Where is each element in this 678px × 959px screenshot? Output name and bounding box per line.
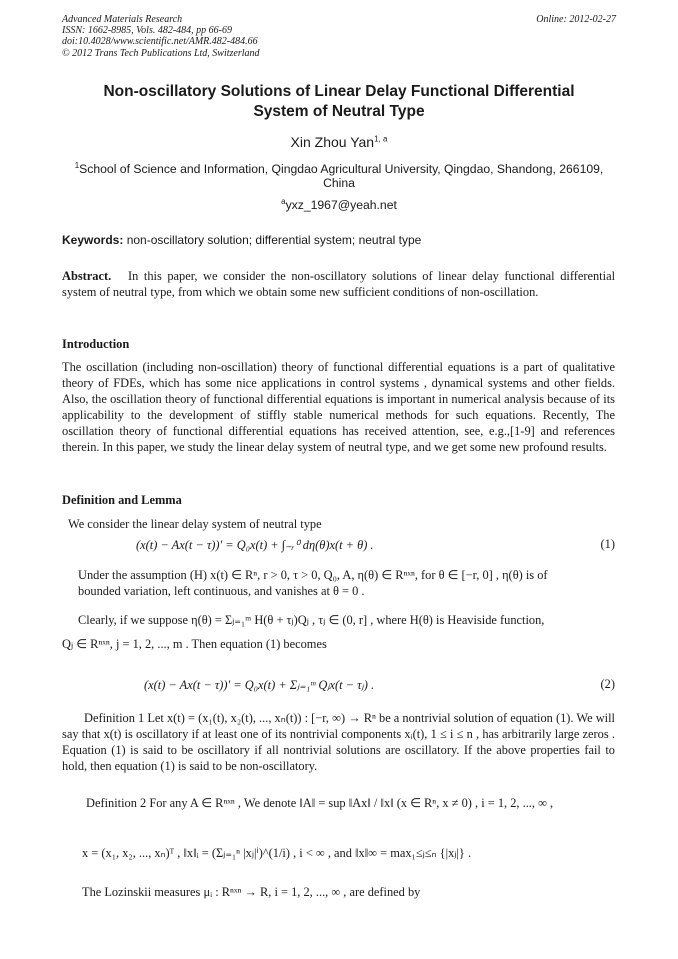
journal-name: Advanced Materials Research [62, 14, 183, 25]
abstract-text: In this paper, we consider the non-oscillatory solutions of linear delay functional differential system of neutral type, from which we obtain some new sufficient conditions of non-oscillation. [62, 269, 616, 299]
introduction-heading: Introduction [62, 337, 130, 351]
paper-title [40, 82, 638, 122]
equation-2-number: (2) [600, 677, 615, 691]
doi: doi:10.4028/www.scientific.net/AMR.482-484.66 [62, 36, 258, 48]
equation-2-body: (x(t) − Ax(t − τ))' = Q₀x(t) + Σⱼ₌₁ᵐ Qⱼx(t − τⱼ) . [144, 678, 375, 692]
assumption-line-1: Under the assumption (H) x(t) ∈ Rⁿ, r > 0, τ > 0, Q₀, A, η(θ) ∈ Rⁿˣⁿ, for θ ∈ [−r, 0] , η(θ) is of [78, 568, 548, 582]
affiliation-superscript: 1 [74, 160, 80, 170]
author-name: Xin Zhou Yan [290, 134, 375, 150]
title-line-2: System of Neutral Type [253, 103, 425, 120]
abstract [62, 268, 615, 300]
definition-1: Definition 1 Let x(t) = (x₁(t), x₂(t), ..., xₙ(t)) : [−r, ∞) → Rⁿ be a nontrivial solution of equation (1). We will say that x(t) is oscillatory if at least one of its nontrivial components xᵢ(t), 1 ≤ i ≤ n , has arbitrarily large zeros . Equation (1) is said to be oscillatory if all nontrivial solutions are oscillatory. If the above properties fail to hold, then equation (1) is said to be non-oscillatory. [62, 711, 615, 773]
lozinskii-text: The Lozinskii measures μᵢ : Rⁿˣⁿ → R, i = 1, 2, ..., ∞ , are defined by [82, 885, 421, 899]
issn: ISSN: 1662-8985, Vols. 482-484, pp 66-69 [62, 25, 232, 37]
assumption-line-2: bounded variation, left continuous, and vanishes at θ = 0 . [78, 584, 365, 598]
title-line-1: Non-oscillatory Solutions of Linear Delay Functional Differential [103, 83, 575, 100]
introduction-text: The oscillation (including non-oscillation) theory of functional differential equations is a part of qualitative theory of FDEs, which has some nice applications in control systems , dynamical systems and other fields. Also, the oscillation theory of functional differential equations is important in numerical analysis because of its applicability to the development of stiffly stable numerical methods for such equations. Recently, The oscillation theory of functional differential equations has received attention, see, e.g.,[1-9] and references therein. In this paper, we study the linear delay system of neutral type, and we get some new profound results. [62, 360, 615, 454]
copyright: © 2012 Trans Tech Publications Ltd, Switzerland [62, 47, 260, 59]
norm-definition: x = (x₁, x₂, ..., xₙ)ᵀ , ‖x‖ᵢ = (Σⱼ₌₁ⁿ |xⱼ|ⁱ)^(1/i) , i < ∞ , and ‖x‖∞ = max₁≤ⱼ≤ₙ {|xⱼ|} . [82, 846, 472, 860]
assumption-text [62, 567, 615, 599]
journal-header [62, 14, 616, 59]
equation-1-body: (x(t) − Ax(t − τ))' = Q₀x(t) + ∫₋ᵣ⁰ dη(θ)x(t + θ) . [136, 538, 374, 552]
keywords [62, 233, 421, 247]
author-line [0, 134, 678, 150]
affiliation-text: School of Science and Information, Qingdao Agricultural University, Qingdao, Shandong, 266109, China [79, 162, 604, 190]
clearly-line-2: Qⱼ ∈ Rⁿˣⁿ, j = 1, 2, ..., m . Then equation (1) becomes [62, 637, 327, 651]
equation-2 [62, 677, 615, 697]
definition-2: Definition 2 For any A ∈ Rⁿˣⁿ , We denote ‖A‖ = sup ‖Ax‖ / ‖x‖ (x ∈ Rⁿ, x ≠ 0) , i = 1, 2, ..., ∞ , [86, 796, 554, 810]
author-superscript: 1, a [374, 134, 388, 144]
clearly-text [62, 612, 615, 652]
consider-text: We consider the linear delay system of neutral type [68, 517, 322, 531]
equation-1 [62, 537, 615, 557]
affiliation [62, 162, 616, 190]
email-address[interactable]: yxz_1967@yeah.net [285, 198, 397, 212]
definition-heading: Definition and Lemma [62, 493, 182, 507]
keywords-text: non-oscillatory solution; differential system; neutral type [126, 233, 422, 247]
equation-1-number: (1) [600, 537, 615, 551]
online-date: Online: 2012-02-27 [536, 14, 616, 25]
email-line [0, 198, 678, 212]
keywords-label: Keywords: [62, 233, 124, 247]
clearly-line-1: Clearly, if we suppose η(θ) = Σⱼ₌₁ᵐ H(θ + τⱼ)Qⱼ , τⱼ ∈ (0, r] , where H(θ) is Heaviside function, [78, 613, 545, 627]
abstract-label: Abstract. [62, 269, 112, 283]
email-superscript: a [281, 196, 286, 206]
